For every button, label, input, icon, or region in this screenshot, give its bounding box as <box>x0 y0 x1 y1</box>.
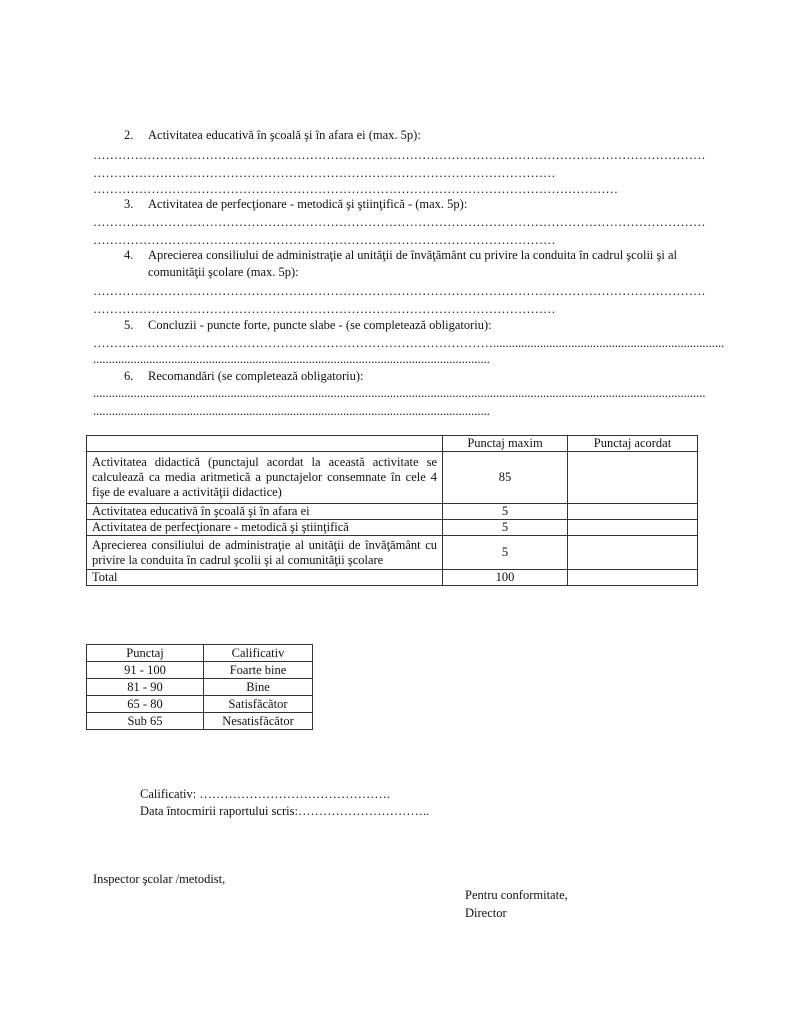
fill-line[interactable]: ……………………………………………………………………………………………………………… <box>93 182 618 196</box>
table-header-cell <box>87 436 443 452</box>
row-awarded[interactable] <box>568 536 698 570</box>
fill-line[interactable]: ………………………………………………………………………………………………………………………………… <box>93 284 706 298</box>
table-row <box>87 713 313 730</box>
section-number: 5. <box>124 318 134 332</box>
table-row <box>87 662 313 679</box>
table-row <box>87 520 698 536</box>
fill-line[interactable]: ………………………………………………………………………………………………… <box>93 302 556 316</box>
table-header-cell: Calificativ <box>204 645 313 662</box>
row-awarded[interactable] <box>568 520 698 536</box>
section-6-heading <box>124 369 364 384</box>
section-number: 6. <box>124 369 134 383</box>
row-max: 5 <box>443 520 568 536</box>
grade-table <box>86 644 313 730</box>
table-row <box>87 696 313 713</box>
report-date-field[interactable]: Data întocmirii raportului scris:………………………….. <box>140 804 430 818</box>
calificativ-field[interactable]: Calificativ: ………………………………………. <box>140 787 390 801</box>
section-title: Recomandări (se completează obligatoriu): <box>148 369 364 383</box>
table-row <box>87 570 698 586</box>
table-header-cell: Punctaj acordat <box>568 436 698 452</box>
grade-range: 81 - 90 <box>87 679 204 696</box>
fill-line[interactable]: ………………………………………………………………………………………………………………………………… <box>93 148 706 162</box>
table-header-row <box>87 436 698 452</box>
row-awarded[interactable] <box>568 504 698 520</box>
row-awarded[interactable] <box>568 452 698 504</box>
row-label: Activitatea didactică (punctajul acordat la această activitate se calculează ca media aritmetică a punctajelor consemnate în cele 4 fişe de evaluare a activităţii didactice) <box>87 452 443 504</box>
row-label: Activitatea educativă în şcoală şi în afara ei <box>87 504 443 520</box>
grade-range: Sub 65 <box>87 713 204 730</box>
fill-line[interactable]: ………………………………………………………………………………………………………………………………… <box>93 215 706 229</box>
grade-range: 91 - 100 <box>87 662 204 679</box>
section-3-heading <box>124 197 467 212</box>
inspector-signature-label: Inspector şcolar /metodist, <box>93 872 226 886</box>
table-header-cell: Punctaj <box>87 645 204 662</box>
section-4-heading <box>124 247 704 281</box>
table-header-row <box>87 645 313 662</box>
table-row <box>87 679 313 696</box>
row-max: 85 <box>443 452 568 504</box>
grade-label: Nesatisfăcător <box>204 713 313 730</box>
table-row <box>87 536 698 570</box>
director-label: Director <box>465 906 507 920</box>
section-2-heading <box>124 128 421 143</box>
row-max: 5 <box>443 504 568 520</box>
row-max: 100 <box>443 570 568 586</box>
section-title: Concluzii - puncte forte, puncte slabe - (se completează obligatoriu): <box>148 318 492 332</box>
section-5-heading <box>124 318 492 333</box>
row-awarded[interactable] <box>568 570 698 586</box>
fill-line[interactable]: ............................................................................................................................... <box>93 352 490 366</box>
table-row <box>87 504 698 520</box>
grade-label: Foarte bine <box>204 662 313 679</box>
grade-label: Satisfăcător <box>204 696 313 713</box>
row-label: Aprecierea consiliului de administraţie al unităţii de învăţământ cu privire la conduita în cadrul şcolii şi al comunităţii şcolare <box>87 536 443 570</box>
row-label: Activitatea de perfecţionare - metodică şi ştiinţifică <box>87 520 443 536</box>
section-title: Activitatea educativă în şcoală şi în afara ei (max. 5p): <box>148 128 421 142</box>
fill-line[interactable]: ............................................................................................................................... <box>93 404 490 418</box>
grade-label: Bine <box>204 679 313 696</box>
section-number: 2. <box>124 128 134 142</box>
row-label: Total <box>87 570 443 586</box>
table-row <box>87 452 698 504</box>
section-number: 3. <box>124 197 134 211</box>
fill-line[interactable]: ………………………………………………………………………………………………… <box>93 166 556 180</box>
score-table <box>86 435 698 586</box>
section-title: Aprecierea consiliului de administraţie al unităţii de învăţământ cu privire la conduita în cadrul şcolii şi al comunităţii şcolare (max. 5p): <box>148 248 677 279</box>
table-header-cell: Punctaj maxim <box>443 436 568 452</box>
conformity-label: Pentru conformitate, <box>465 888 568 902</box>
grade-range: 65 - 80 <box>87 696 204 713</box>
row-max: 5 <box>443 536 568 570</box>
section-title: Activitatea de perfecţionare - metodică şi ştiinţifică - (max. 5p): <box>148 197 468 211</box>
section-number: 4. <box>124 248 134 262</box>
fill-line[interactable]: ………………………………………………………………………………………………… <box>93 233 556 247</box>
fill-line[interactable]: .................................................................................................................................................................................................... <box>93 386 706 400</box>
fill-line[interactable]: …………………………………………………………………………………….......................................................................... <box>93 336 725 350</box>
